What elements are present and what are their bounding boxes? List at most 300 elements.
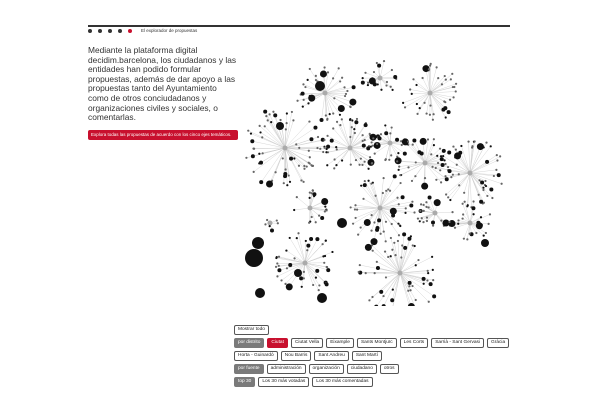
proposal-node — [326, 266, 328, 268]
filter-author-button[interactable]: ciudadano — [347, 364, 377, 374]
progress-dot[interactable] — [88, 29, 92, 33]
proposal-node — [274, 171, 276, 173]
proposal-node — [485, 160, 489, 164]
proposal-node — [286, 184, 288, 186]
proposal-node — [414, 175, 416, 177]
graph-edge — [305, 252, 332, 263]
cluster-hub — [268, 221, 273, 226]
proposal-node — [297, 232, 299, 234]
proposal-node — [455, 149, 457, 151]
proposal-node — [420, 138, 427, 145]
proposal-node — [393, 242, 395, 244]
filter-top-button[interactable]: Los 30 más comentadas — [312, 377, 372, 387]
proposal-node — [485, 185, 487, 187]
proposal-node — [383, 230, 385, 232]
proposal-node — [332, 112, 334, 114]
proposal-node — [391, 69, 393, 71]
graph-edge — [279, 257, 305, 263]
proposal-node — [373, 71, 375, 73]
proposal-node — [333, 167, 335, 169]
proposal-node — [304, 86, 306, 88]
proposal-node — [353, 128, 355, 130]
proposal-node — [286, 283, 293, 290]
progress-dot[interactable] — [108, 29, 112, 33]
proposal-node — [396, 160, 398, 162]
proposal-node — [445, 177, 449, 181]
large-node — [315, 81, 325, 91]
proposal-node — [339, 114, 341, 116]
proposal-node — [493, 175, 495, 177]
proposal-node — [390, 255, 392, 257]
progress-dot[interactable] — [98, 29, 102, 33]
progress-label: El explorador de propuestas — [141, 28, 198, 33]
proposal-node — [395, 157, 402, 164]
proposal-node — [403, 246, 407, 250]
proposal-node — [253, 171, 255, 173]
proposal-node — [352, 85, 356, 89]
proposal-node — [285, 249, 287, 251]
proposal-node — [275, 266, 277, 268]
proposal-node — [434, 199, 441, 206]
progress-dot[interactable] — [118, 29, 122, 33]
proposal-node — [335, 146, 337, 148]
proposal-node — [259, 131, 261, 133]
proposal-node — [305, 240, 307, 242]
proposal-node — [293, 257, 295, 259]
proposal-node — [284, 283, 286, 285]
proposal-node — [419, 107, 421, 109]
filter-top-button[interactable]: Los 30 más votadas — [258, 377, 309, 387]
proposal-node — [309, 237, 313, 241]
proposal-node — [486, 195, 488, 197]
proposal-node — [469, 233, 471, 235]
graph-edge — [290, 238, 305, 263]
proposal-node — [433, 113, 435, 115]
proposal-network-graph[interactable] — [240, 48, 510, 306]
proposal-node — [411, 93, 413, 95]
proposal-node — [362, 134, 364, 136]
proposal-node — [301, 92, 305, 96]
proposal-node — [477, 143, 484, 150]
proposal-node — [285, 168, 287, 170]
proposal-node — [312, 284, 314, 286]
filter-district-button[interactable]: Sarrià - Sant Gervasi — [431, 338, 484, 348]
proposal-node — [441, 108, 445, 112]
proposal-node — [452, 174, 454, 176]
proposal-node — [303, 271, 305, 273]
proposal-node — [442, 155, 444, 157]
proposal-node — [453, 86, 455, 88]
proposal-node — [371, 141, 373, 143]
proposal-node — [311, 192, 313, 194]
cluster-hub — [423, 161, 428, 166]
proposal-node — [411, 201, 413, 203]
proposal-node — [309, 156, 311, 158]
proposal-node — [423, 210, 425, 212]
proposal-node — [425, 206, 427, 208]
proposal-node — [406, 143, 408, 145]
proposal-node — [445, 116, 447, 118]
graph-edge — [270, 148, 285, 184]
proposal-node — [346, 90, 348, 92]
proposal-node — [412, 144, 414, 146]
proposal-node — [279, 119, 281, 121]
graph-edge — [464, 223, 470, 239]
filter-category-top[interactable]: top 30 — [234, 377, 255, 387]
proposal-node — [320, 216, 324, 220]
proposal-node — [454, 152, 461, 159]
proposal-node — [358, 271, 360, 273]
proposal-node — [431, 166, 433, 168]
graph-edge — [400, 246, 415, 273]
filter-district-button[interactable]: Sants Montjuïc — [357, 338, 397, 348]
proposal-node — [376, 143, 378, 145]
proposal-node — [364, 161, 366, 163]
proposal-node — [317, 136, 319, 138]
proposal-node — [430, 63, 432, 65]
cluster-hub — [378, 76, 383, 81]
proposal-node — [289, 157, 293, 161]
proposal-node — [374, 272, 376, 274]
proposal-node — [315, 237, 319, 241]
proposal-node — [440, 155, 442, 157]
proposal-node — [303, 277, 305, 279]
proposal-node — [472, 200, 474, 202]
proposal-node — [409, 204, 413, 208]
large-node — [337, 218, 347, 228]
filter-district-button[interactable]: Ciutat — [267, 338, 288, 348]
proposal-node — [463, 238, 465, 240]
proposal-node — [404, 212, 406, 214]
proposal-node — [432, 279, 434, 281]
graph-edge — [453, 173, 470, 175]
filter-district-button[interactable]: Ciutat Vella — [291, 338, 323, 348]
proposal-node — [483, 146, 485, 148]
proposal-node — [309, 162, 311, 164]
proposal-node — [275, 257, 277, 259]
proposal-node — [385, 190, 387, 192]
graph-edge — [299, 233, 305, 263]
proposal-node — [262, 152, 264, 154]
proposal-node — [447, 151, 451, 155]
graph-edge — [470, 202, 474, 223]
proposal-node — [436, 66, 438, 68]
graph-edge — [446, 173, 470, 195]
filter-district-button[interactable]: Horta - Guinardó — [234, 351, 278, 361]
explore-button[interactable]: Explora todas las propuestas de acuerdo con los cinco ejes temáticos. — [88, 130, 238, 140]
filter-district-button[interactable]: Eixample — [326, 338, 354, 348]
proposal-node — [384, 250, 386, 252]
proposal-node — [367, 159, 374, 166]
proposal-node — [455, 83, 457, 85]
proposal-node — [432, 294, 436, 298]
proposal-node — [336, 121, 338, 123]
proposal-node — [354, 217, 356, 219]
proposal-node — [286, 112, 288, 114]
graph-edge — [413, 79, 430, 93]
proposal-node — [267, 119, 269, 121]
progress-dot-active[interactable] — [128, 29, 132, 33]
proposal-node — [306, 249, 308, 251]
proposal-node — [390, 86, 392, 88]
proposal-node — [371, 214, 373, 216]
proposal-node — [425, 112, 427, 114]
proposal-node — [378, 136, 382, 140]
proposal-node — [293, 209, 295, 211]
proposal-node — [349, 106, 351, 108]
proposal-node — [326, 164, 328, 166]
proposal-node — [300, 179, 302, 181]
proposal-node — [405, 207, 407, 209]
proposal-node — [266, 180, 273, 187]
proposal-node — [278, 256, 280, 258]
filter-category-source[interactable]: por fuente — [234, 364, 264, 374]
proposal-node — [265, 115, 267, 117]
proposal-node — [362, 140, 364, 142]
proposal-node — [309, 68, 311, 70]
filter-author-button[interactable]: administración — [267, 364, 306, 374]
proposal-node — [339, 80, 341, 82]
proposal-node — [282, 157, 284, 159]
proposal-node — [450, 176, 452, 178]
proposal-node — [489, 213, 491, 215]
filter-panel — [234, 325, 534, 390]
large-node — [245, 249, 263, 267]
proposal-node — [398, 203, 400, 205]
graph-edge — [430, 93, 443, 110]
proposal-node — [364, 219, 371, 226]
filter-district-button[interactable]: Gràcia — [487, 338, 509, 348]
proposal-node — [444, 101, 446, 103]
proposal-node — [307, 79, 309, 81]
proposal-node — [283, 182, 285, 184]
proposal-node — [341, 77, 343, 79]
proposal-node — [428, 195, 432, 199]
show-all-button[interactable]: Mostrar todo — [234, 325, 269, 335]
proposal-node — [333, 158, 335, 160]
filter-district-button[interactable]: Sant Andreu — [314, 351, 348, 361]
proposal-node — [443, 159, 445, 161]
proposal-node — [261, 136, 263, 138]
cluster-hub — [398, 271, 403, 276]
proposal-node — [325, 282, 329, 286]
proposal-node — [352, 223, 354, 225]
proposal-node — [309, 137, 313, 141]
proposal-node — [311, 216, 313, 218]
proposal-node — [377, 83, 379, 85]
proposal-node — [288, 263, 292, 267]
proposal-node — [393, 75, 397, 79]
proposal-node — [364, 123, 368, 127]
proposal-node — [423, 102, 425, 104]
cluster-hub — [468, 221, 473, 226]
filter-district-button[interactable]: Les Corts — [400, 338, 429, 348]
proposal-node — [429, 282, 433, 286]
proposal-node — [444, 175, 446, 177]
proposal-node — [359, 264, 361, 266]
proposal-node — [308, 150, 310, 152]
proposal-node — [312, 190, 314, 192]
proposal-node — [462, 203, 464, 205]
proposal-node — [482, 187, 484, 189]
proposal-node — [396, 197, 398, 199]
proposal-node — [367, 180, 369, 182]
proposal-node — [308, 120, 310, 122]
proposal-node — [367, 168, 369, 170]
proposal-node — [324, 147, 326, 149]
proposal-node — [421, 77, 423, 79]
proposal-node — [371, 162, 373, 164]
proposal-node — [408, 285, 410, 287]
proposal-node — [258, 162, 260, 164]
proposal-node — [296, 237, 298, 239]
proposal-node — [435, 167, 437, 169]
graph-edge — [325, 81, 340, 93]
proposal-node — [452, 96, 454, 98]
proposal-node — [289, 181, 291, 183]
proposal-node — [354, 204, 356, 206]
proposal-node — [408, 281, 412, 285]
proposal-node — [272, 111, 274, 113]
filter-category-district[interactable]: por distrito — [234, 338, 264, 348]
proposal-node — [489, 188, 493, 192]
graph-edge — [470, 173, 485, 181]
proposal-node — [439, 169, 441, 171]
proposal-node — [390, 298, 394, 302]
proposal-node — [478, 194, 480, 196]
proposal-node — [322, 243, 324, 245]
proposal-node — [467, 141, 469, 143]
proposal-node — [426, 279, 428, 281]
proposal-node — [323, 262, 325, 264]
proposal-node — [264, 125, 266, 127]
proposal-node — [476, 222, 483, 229]
proposal-node — [329, 113, 331, 115]
proposal-node — [307, 102, 309, 104]
proposal-node — [321, 198, 328, 205]
proposal-node — [276, 275, 278, 277]
progress-nav — [88, 28, 197, 33]
proposal-node — [417, 259, 419, 261]
proposal-node — [336, 148, 338, 150]
proposal-node — [355, 159, 357, 161]
graph-edge — [355, 208, 380, 209]
proposal-node — [380, 133, 382, 135]
graph-edge — [322, 93, 325, 120]
proposal-node — [439, 148, 441, 150]
proposal-node — [323, 66, 325, 68]
graph-edge — [297, 238, 305, 263]
proposal-node — [376, 266, 380, 270]
proposal-node — [388, 159, 390, 161]
graph-edge — [470, 146, 491, 173]
proposal-node — [416, 103, 418, 105]
proposal-node — [326, 268, 330, 272]
graph-edge — [430, 78, 438, 93]
proposal-node — [384, 131, 388, 135]
proposal-node — [302, 83, 304, 85]
proposal-node — [432, 225, 434, 227]
cluster-hub — [323, 91, 328, 96]
proposal-node — [397, 240, 399, 242]
proposal-node — [306, 165, 308, 167]
cluster-hub — [428, 91, 433, 96]
large-node — [317, 293, 327, 303]
proposal-node — [399, 225, 401, 227]
proposal-node — [354, 132, 356, 134]
proposal-node — [365, 272, 367, 274]
proposal-node — [318, 289, 320, 291]
proposal-node — [383, 60, 385, 62]
proposal-node — [358, 164, 360, 166]
filter-author-button[interactable]: otros — [380, 364, 399, 374]
graph-edge — [325, 87, 354, 93]
large-node — [481, 239, 489, 247]
proposal-node — [319, 148, 321, 150]
proposal-node — [293, 157, 295, 159]
proposal-node — [251, 154, 255, 158]
graph-edge — [369, 181, 380, 208]
proposal-node — [370, 230, 372, 232]
proposal-node — [264, 223, 266, 225]
proposal-node — [291, 111, 293, 113]
proposal-node — [422, 221, 424, 223]
graph-edge — [403, 93, 430, 103]
intro-text: Mediante la plataforma digital decidim.barcelona, los ciudadanos y las entidades han podido formular propuestas, además de dar apoyo a las propuestas tanto del Ayuntamiento como de otros conciudadanos y organizaciones civiles y sociales, o comentarlas. — [88, 45, 237, 123]
proposal-node — [250, 139, 254, 143]
proposal-node — [351, 119, 353, 121]
proposal-node — [303, 165, 305, 167]
proposal-node — [480, 216, 482, 218]
proposal-node — [259, 125, 261, 127]
proposal-node — [387, 188, 389, 190]
proposal-node — [442, 149, 446, 153]
proposal-node — [421, 183, 428, 190]
filter-district-button[interactable]: Sant Martí — [352, 351, 382, 361]
proposal-node — [382, 304, 386, 306]
graph-edge — [305, 263, 319, 290]
proposal-node — [389, 132, 391, 134]
proposal-node — [401, 195, 405, 199]
proposal-node — [398, 234, 400, 236]
proposal-node — [423, 204, 425, 206]
top-divider — [88, 25, 510, 27]
proposal-node — [441, 83, 443, 85]
graph-edge — [350, 148, 362, 165]
proposal-node — [361, 164, 363, 166]
proposal-node — [424, 177, 426, 179]
filter-author-button[interactable]: organización — [309, 364, 344, 374]
graph-edge — [400, 248, 405, 273]
filter-district-button[interactable]: Nou Barris — [281, 351, 312, 361]
proposal-node — [302, 106, 304, 108]
graph-edge — [400, 271, 428, 273]
proposal-node — [466, 238, 468, 240]
proposal-node — [283, 174, 287, 178]
proposal-node — [245, 157, 247, 159]
proposal-node — [364, 72, 366, 74]
proposal-node — [397, 152, 399, 154]
proposal-node — [343, 86, 345, 88]
proposal-node — [426, 216, 428, 218]
proposal-node — [377, 64, 381, 68]
proposal-node — [324, 255, 326, 257]
proposal-node — [497, 173, 501, 177]
proposal-node — [412, 78, 414, 80]
proposal-node — [326, 135, 328, 137]
graph-edge — [400, 260, 418, 273]
proposal-node — [419, 220, 421, 222]
